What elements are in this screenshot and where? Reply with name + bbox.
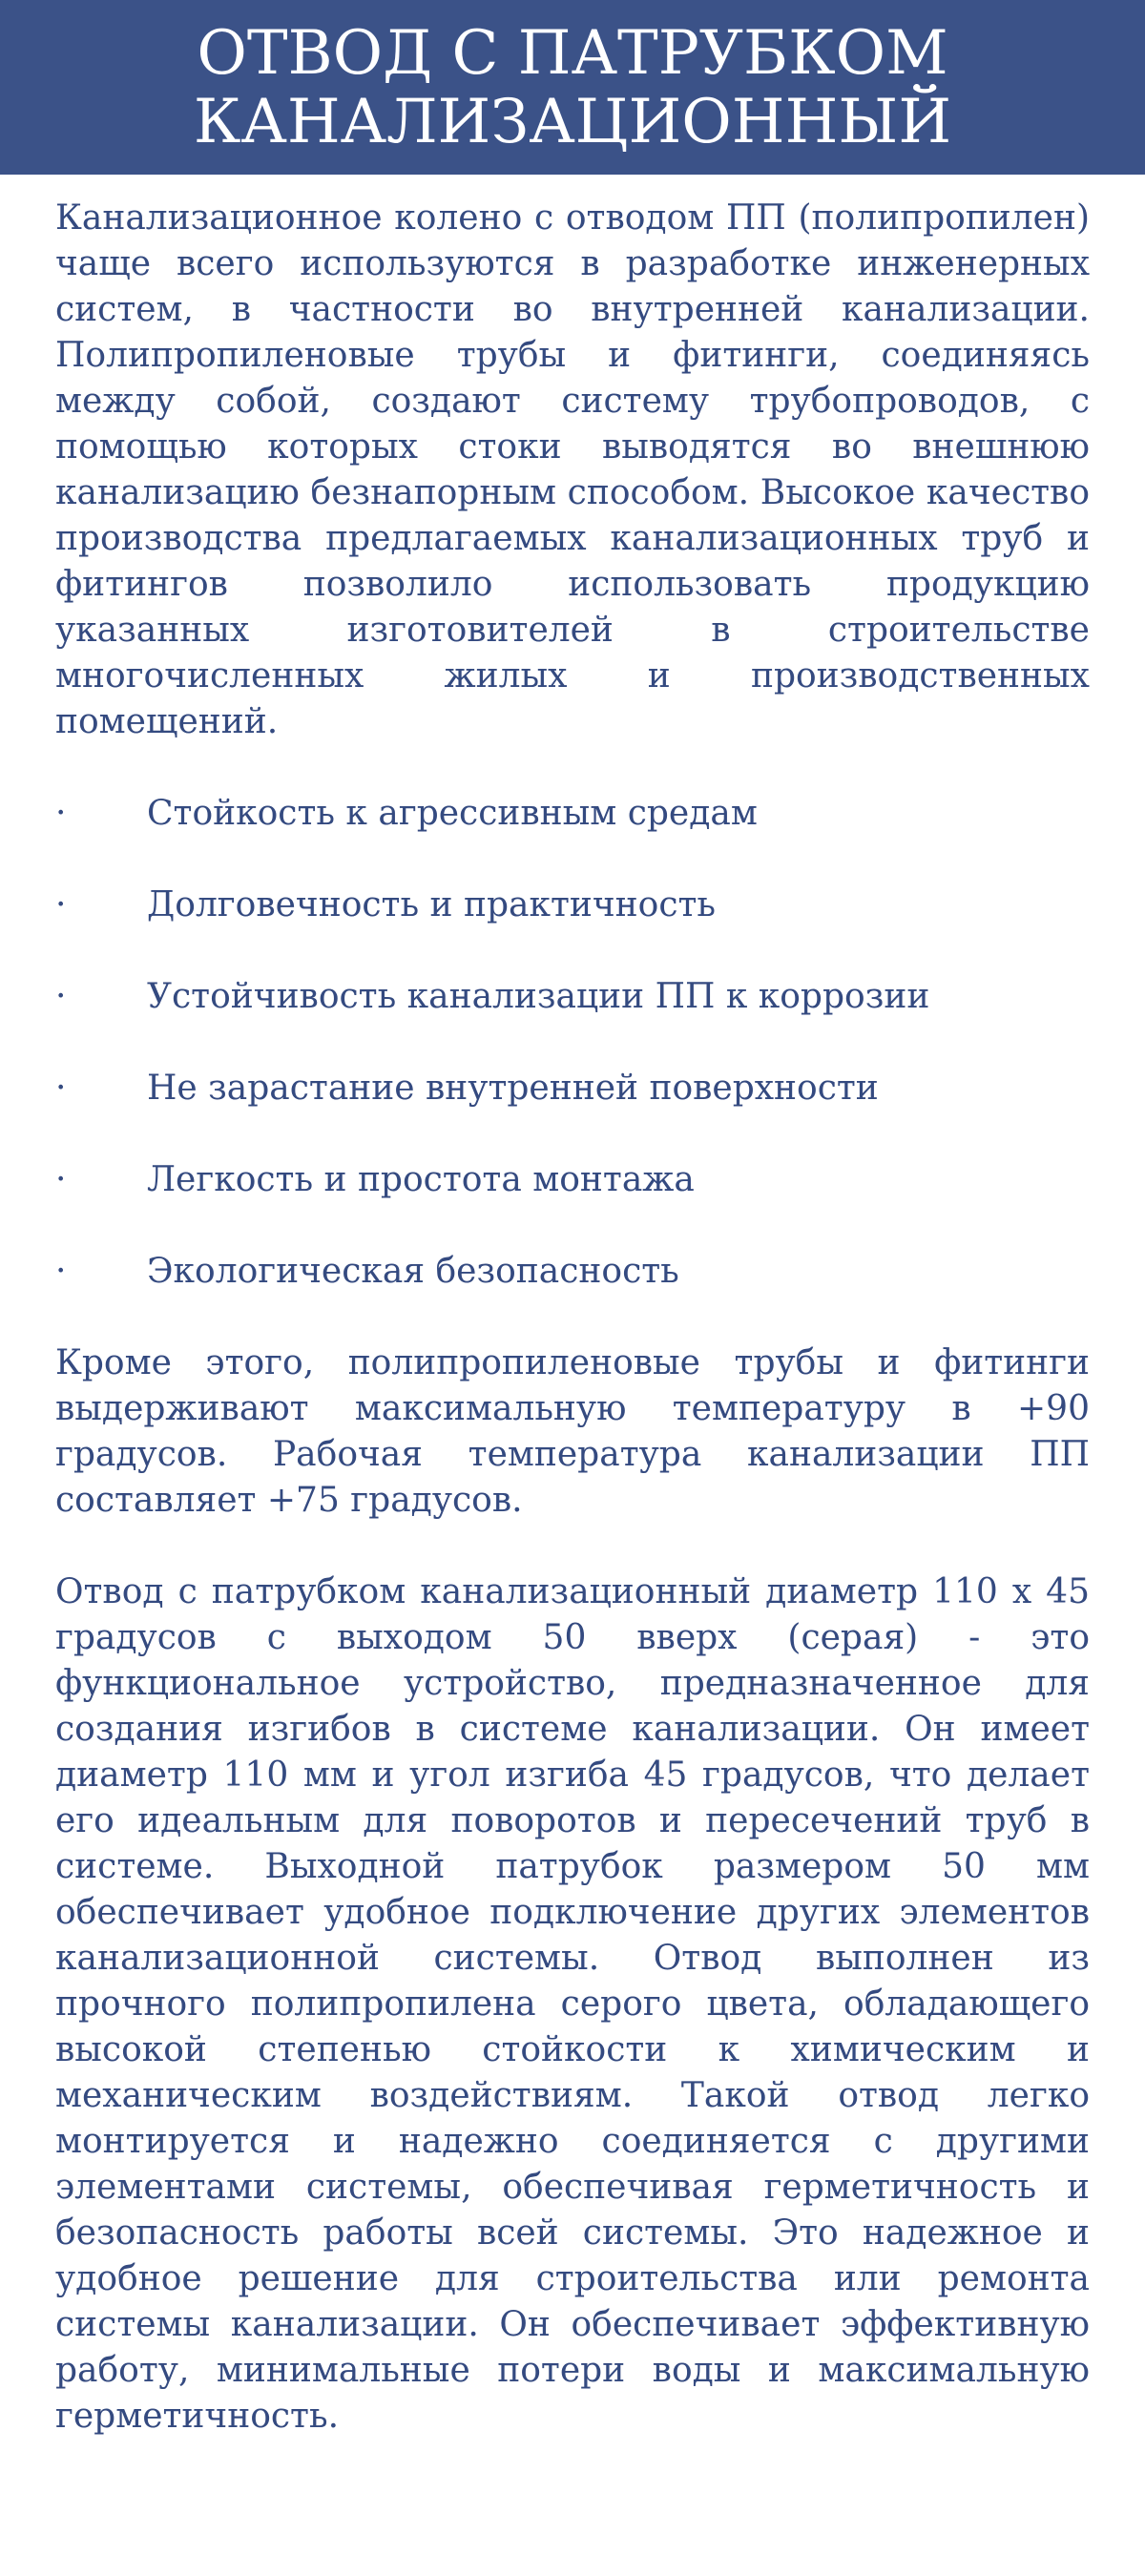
temperature-paragraph: Кроме этого, полипропиленовые трубы и фитинги выдерживают максимальную температуру в +90 градусов. Рабочая температура канализации ПП составляет +75 градусов. xyxy=(55,1343,1090,1520)
feature-item xyxy=(55,883,1090,928)
title-banner xyxy=(0,0,1145,175)
bullet-dot: · xyxy=(55,1069,67,1108)
feature-item xyxy=(55,974,1090,1020)
features-list xyxy=(55,791,1090,1295)
bullet-dot: · xyxy=(55,977,67,1016)
page-title-line-2: КАНАЛИЗАЦИОННЫЙ xyxy=(193,86,952,157)
feature-item xyxy=(55,791,1090,837)
paragraph-gap xyxy=(55,1524,1090,1569)
bullet-dot: · xyxy=(55,794,67,833)
feature-item xyxy=(55,1066,1090,1111)
feature-text: Не зарастание внутренней поверхности xyxy=(147,1069,879,1108)
description-body xyxy=(55,196,1090,2440)
product-description-paragraph: Отвод с патрубком канализационный диаметр 110 х 45 градусов с выходом 50 вверх (серая) - это функциональное устройство, предназначенное для создания изгибов в системе канализации. Он имеет диаметр 110 мм и угол изгиба 45 градусов, что делает его идеальным для поворотов и пересечений труб в системе. Выходной патрубок размером 50 мм обеспечивает удобное подключение других элементов канализационной системы. Отвод выполнен из прочного полипропилена серого цвета, обладающего высокой степенью стойкости к химическим и механическим воздействиям. Такой отвод легко монтируется и надежно соединяется с другими элементами системы, обеспечивая герметичность и безопасность работы всей системы. Это надежное и удобное решение для строительства или ремонта системы канализации. Он обеспечивает эффективную работу, минимальные потери воды и максимальную герметичность. xyxy=(55,1572,1090,2436)
bullet-dot: · xyxy=(55,1160,67,1199)
page-title-line-1: ОТВОД С ПАТРУБКОМ xyxy=(197,17,948,89)
feature-item xyxy=(55,1249,1090,1295)
feature-text: Легкость и простота монтажа xyxy=(147,1160,695,1199)
feature-text: Устойчивость канализации ПП к коррозии xyxy=(147,977,930,1016)
bullet-dot: · xyxy=(55,1252,67,1291)
feature-text: Стойкость к агрессивным средам xyxy=(147,794,758,833)
intro-paragraph: Канализационное колено с отводом ПП (полипропилен) чаще всего используются в разработке инженерных систем, в частности во внутренней канализации. Полипропиленовые трубы и фитинги, соединяясь между собой, создают систему трубопроводов, с помощью которых стоки выводятся во внешнюю канализацию безнапорным способом. Высокое качество производства предлагаемых канализационных труб и фитингов позволило использовать продукцию указанных изготовителей в строительстве многочисленных жилых и производственных помещений. xyxy=(55,198,1090,741)
feature-text: Долговечность и практичность xyxy=(147,885,717,924)
feature-text: Экологическая безопасность xyxy=(147,1252,679,1291)
feature-item xyxy=(55,1157,1090,1203)
bullet-dot: · xyxy=(55,885,67,924)
